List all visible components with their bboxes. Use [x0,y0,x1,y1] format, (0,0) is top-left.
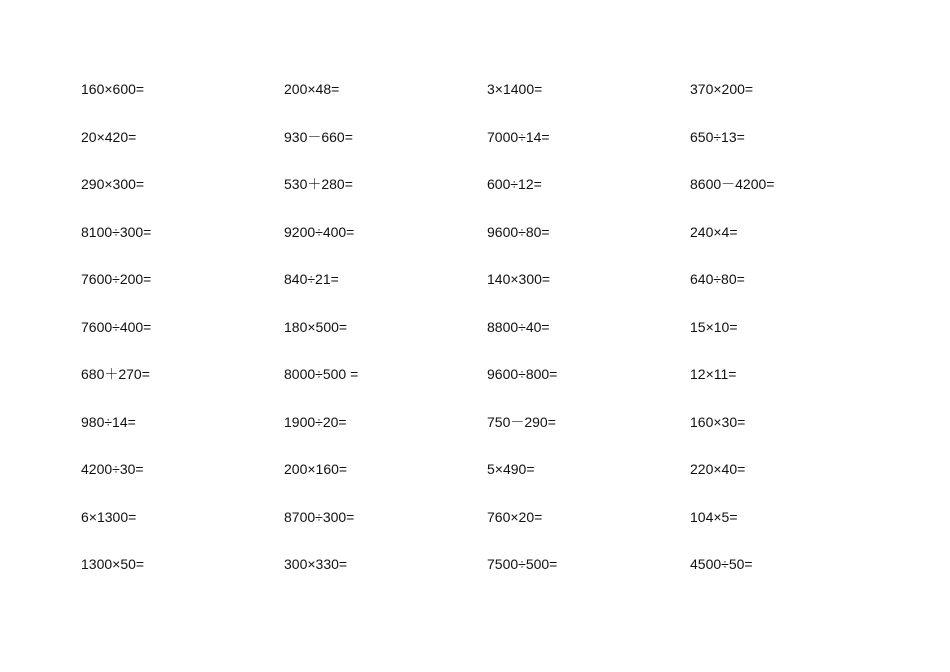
problem-grid [81,77,870,600]
problem-r4-c3: 9600÷80= [487,223,550,240]
problem-r5-c1: 7600÷200= [81,271,152,287]
problem-r7-c4: 12×11= [690,366,737,382]
problem-r9-c1: 4200÷30= [81,461,144,477]
problem-r4-c2: 9200÷400= [284,223,355,240]
problem-r5-c3: 140×300= [487,271,551,287]
problem-r11-c4: 4500÷50= [690,556,753,572]
problem-r1-c1: 160×600= [81,81,145,97]
problem-r6-c3: 8800÷40= [487,318,550,335]
problem-r11-c2: 300×330= [284,556,348,572]
problem-r9-c3: 5×490= [487,461,535,477]
problem-r1-c4: 370×200= [690,81,754,97]
problem-r4-c4: 240×4= [690,223,738,240]
problem-r3-c2: 530＋280= [284,176,353,192]
problem-r10-c4: 104×5= [690,508,738,525]
problem-r8-c2: 1900÷20= [284,413,347,430]
problem-r10-c2: 8700÷300= [284,508,355,525]
problem-r9-c2: 200×160= [284,461,348,477]
problem-r3-c4: 8600－4200= [690,176,775,192]
problem-r6-c2: 180×500= [284,318,348,335]
problem-r1-c3: 3×1400= [487,81,543,97]
problem-r1-c2: 200×48= [284,81,340,97]
problem-r11-c3: 7500÷500= [487,556,558,572]
problem-r5-c2: 840÷21= [284,271,339,287]
problem-r10-c3: 760×20= [487,508,543,525]
problem-r4-c1: 8100÷300= [81,223,152,240]
problem-r11-c1: 1300×50= [81,556,145,572]
problem-r10-c1: 6×1300= [81,508,137,525]
problem-r7-c2: 8000÷500 = [284,366,359,382]
problem-r7-c3: 9600÷800= [487,366,558,382]
problem-r9-c4: 220×40= [690,461,746,477]
problem-r2-c1: 20×420= [81,128,137,145]
problem-r5-c4: 640÷80= [690,271,745,287]
problem-r6-c4: 15×10= [690,318,738,335]
problem-r8-c3: 750－290= [487,413,556,430]
problem-r2-c2: 930－660= [284,128,353,145]
problem-r8-c1: 980÷14= [81,413,136,430]
problem-r7-c1: 680＋270= [81,366,150,382]
problem-r3-c3: 600÷12= [487,176,542,192]
problem-r3-c1: 290×300= [81,176,145,192]
problem-r8-c4: 160×30= [690,413,746,430]
problem-r2-c3: 7000÷14= [487,128,550,145]
problem-r2-c4: 650÷13= [690,128,745,145]
problem-r6-c1: 7600÷400= [81,318,152,335]
